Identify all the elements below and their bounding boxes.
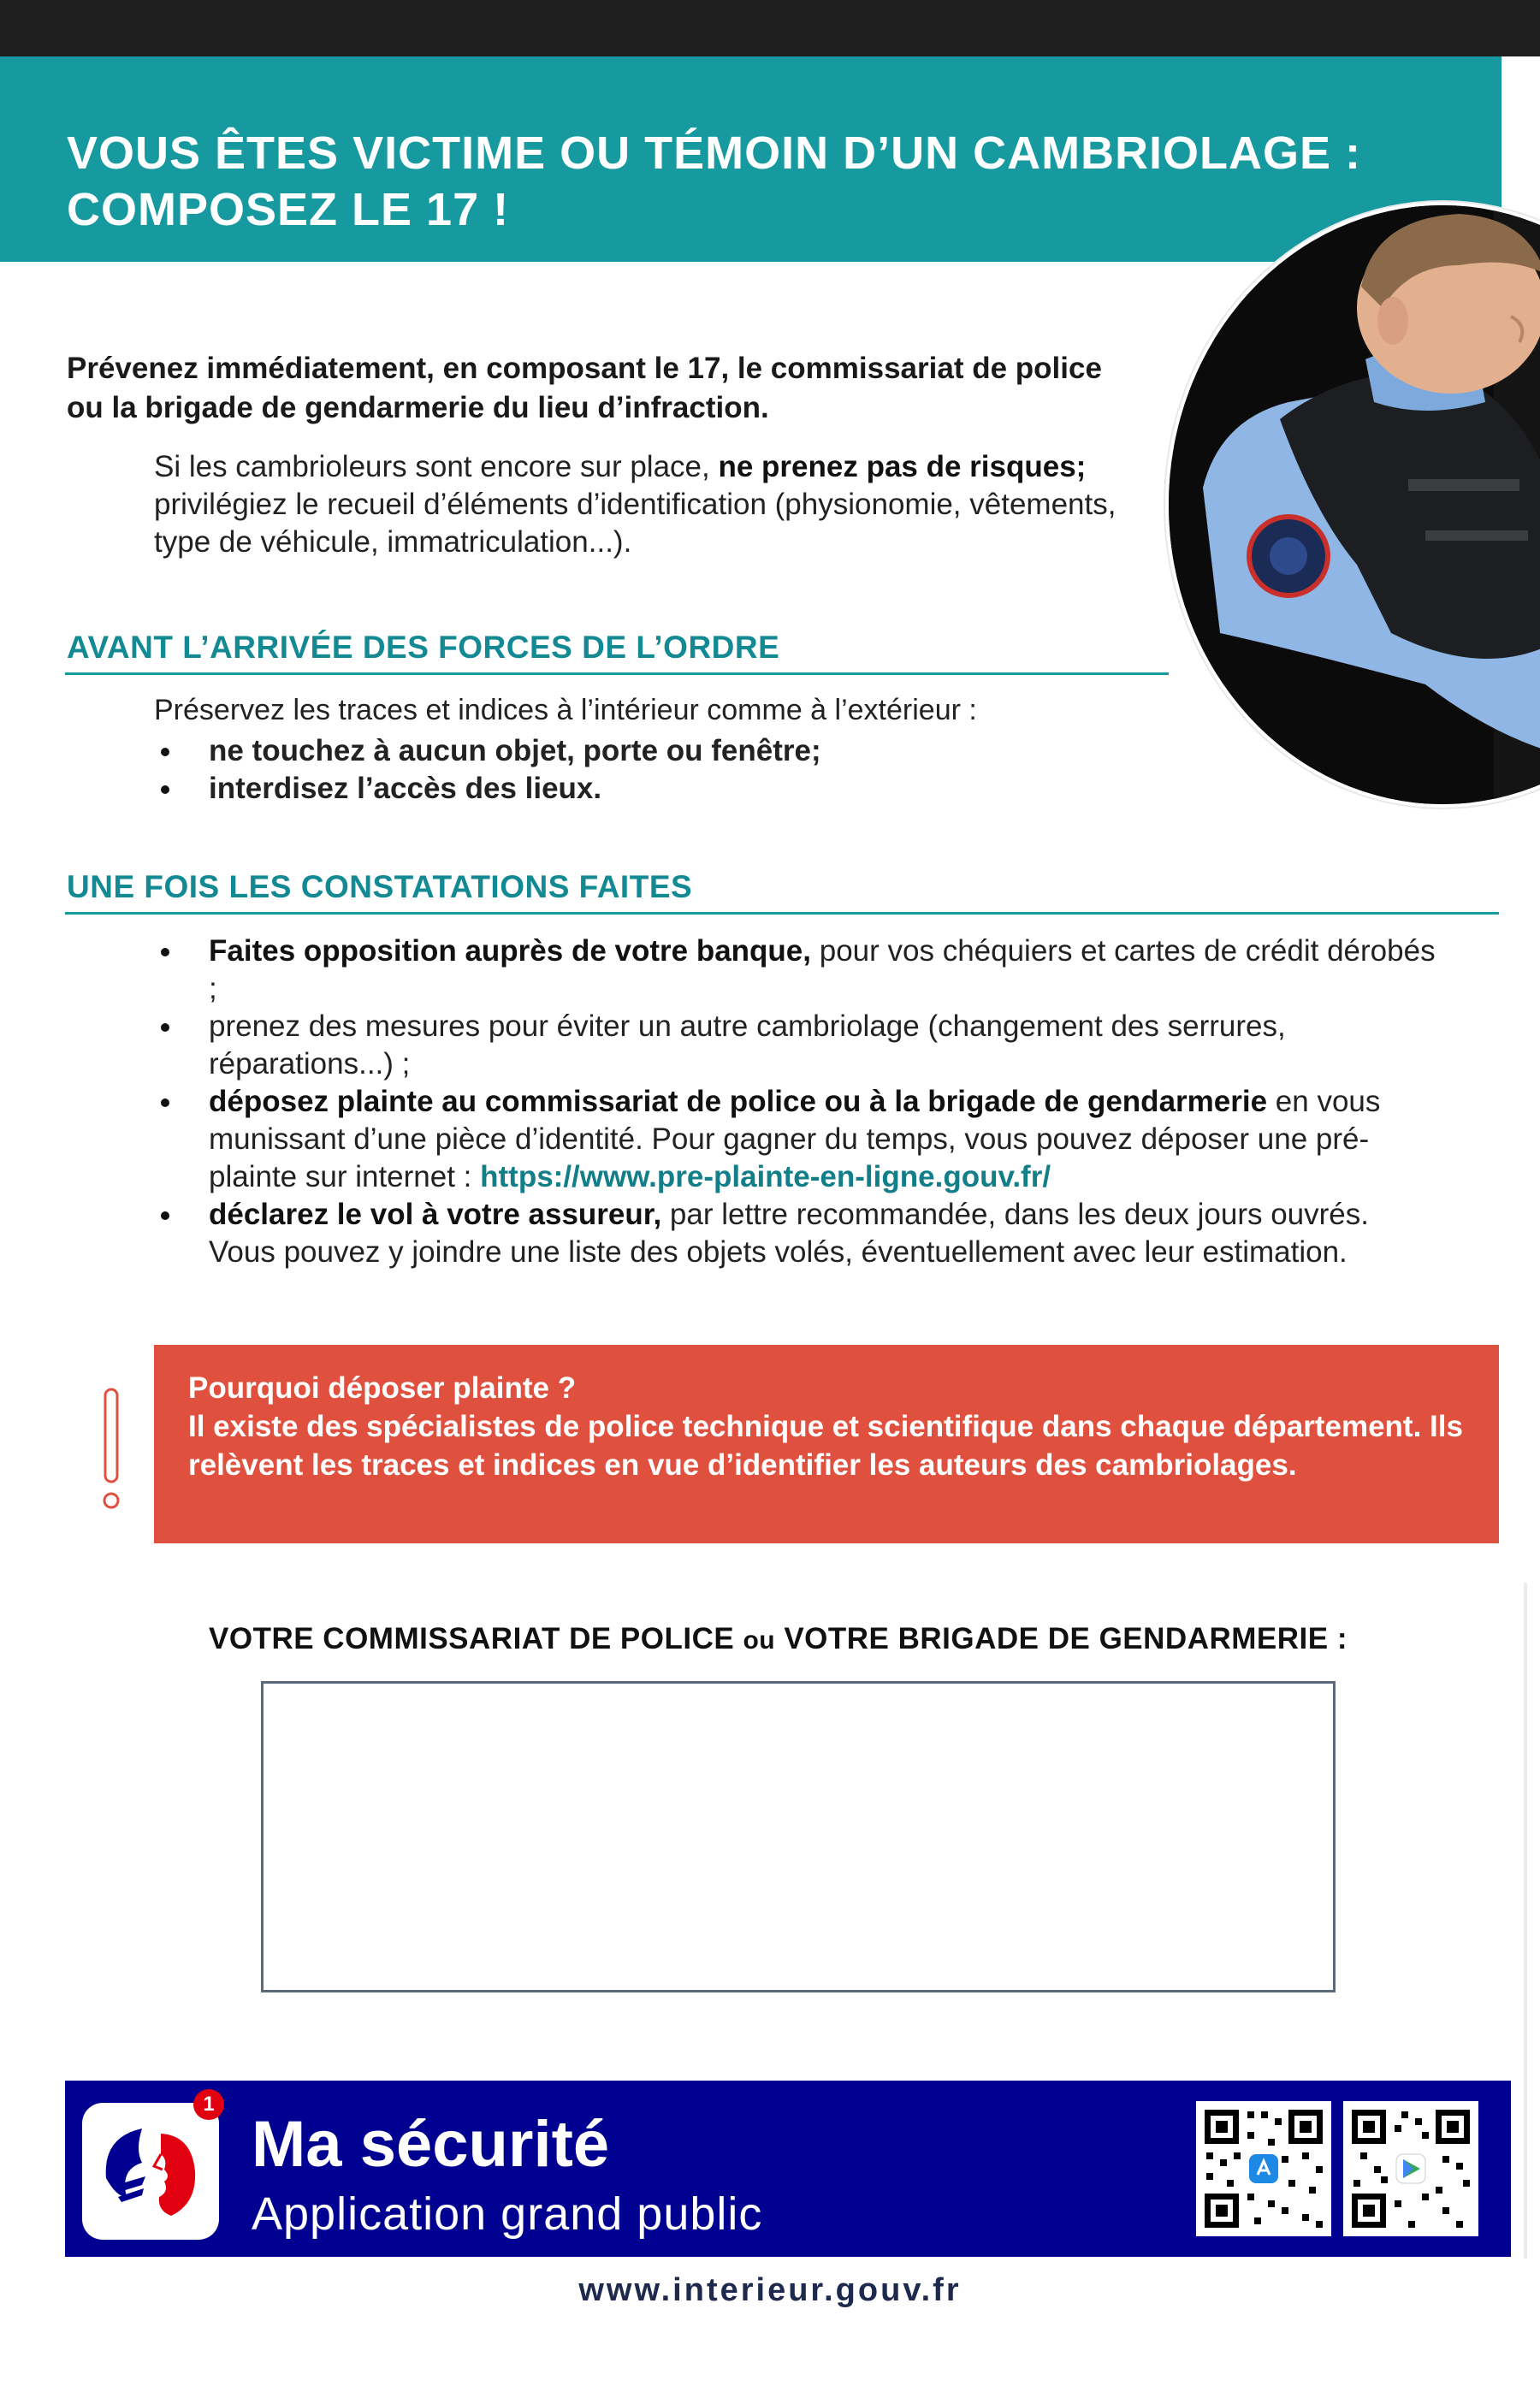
pre-plainte-link[interactable]: https://www.pre-plainte-en-ligne.gouv.fr/ bbox=[480, 1160, 1051, 1193]
section-title-after-findings: UNE FOIS LES CONSTATATIONS FAITES bbox=[67, 869, 693, 904]
app-name: Ma sécurité bbox=[252, 2108, 610, 2181]
header-banner bbox=[0, 56, 1502, 262]
intro-text: Prévenez immédiatement, en composant le 17, le commissariat de police ou la brigade de gendarmerie du lieu d’infraction. bbox=[67, 352, 1102, 424]
item-text: pour vos chéquiers et cartes de crédit dérobés ; bbox=[209, 934, 1436, 1005]
item-bold: déclarez le vol à votre assureur, bbox=[209, 1198, 662, 1231]
list-item: interdisez l’accès des lieux. bbox=[154, 770, 1138, 808]
contact-label-b: VOTRE BRIGADE DE GENDARMERIE : bbox=[775, 1622, 1348, 1655]
advice-paragraph bbox=[154, 448, 1138, 561]
alert-box bbox=[154, 1345, 1499, 1543]
advice-bold: ne prenez pas de risques; bbox=[718, 450, 1087, 483]
app-store-qr-code[interactable] bbox=[1196, 2101, 1331, 2236]
item-text: en vous munissant d’une pièce d’identité. Pour gagner du temps, vous pouvez déposer une pré-plainte sur internet : bbox=[209, 1085, 1381, 1193]
item-text: prenez des mesures pour éviter un autre cambriolage (changement des serrures, réparations...) ; bbox=[209, 1009, 1286, 1081]
list-item bbox=[154, 1008, 1437, 1083]
vertical-credit-text bbox=[1516, 1583, 1535, 2259]
contact-label-or: ou bbox=[743, 1626, 776, 1655]
qr-code-icon bbox=[1196, 2101, 1331, 2236]
section2-list bbox=[154, 933, 1437, 1271]
app-subtitle: Application grand public bbox=[252, 2188, 763, 2240]
contact-box bbox=[261, 1681, 1336, 1992]
section-title-before-arrival: AVANT L’ARRIVÉE DES FORCES DE L’ORDRE bbox=[67, 630, 780, 665]
item-bold: déposez plainte au commissariat de police ou à la brigade de gendarmerie bbox=[209, 1085, 1268, 1118]
list-item bbox=[154, 1196, 1437, 1271]
marianne-icon bbox=[82, 2103, 219, 2240]
contact-label bbox=[209, 1622, 1348, 1656]
title-line-1: VOUS ÊTES VICTIME OU TÉMOIN D’UN CAMBRIOLAGE : bbox=[67, 127, 1362, 179]
app-banner[interactable] bbox=[65, 2081, 1511, 2257]
section1-lead: Préservez les traces et indices à l’intérieur comme à l’extérieur : bbox=[154, 694, 977, 726]
item-text: par lettre recommandée, dans les deux jours ouvrés. Vous pouvez y joindre une liste des objets volés, éventuellement avec leur estimation. bbox=[209, 1198, 1369, 1269]
list-item bbox=[154, 1083, 1437, 1196]
gendarme-illustration bbox=[1169, 205, 1540, 804]
alert-content bbox=[188, 1369, 1480, 1484]
advice-part-2: privilégiez le recueil d’éléments d’identification (physionomie, vêtements, type de véhicule, immatriculation...). bbox=[154, 488, 1116, 559]
photo-credit-strip bbox=[1516, 1583, 1535, 2259]
contact-label-a: VOTRE COMMISSARIAT DE POLICE bbox=[209, 1622, 743, 1655]
page-title bbox=[67, 125, 1436, 238]
qr-code-icon bbox=[1343, 2101, 1478, 2236]
list-item bbox=[154, 933, 1437, 1008]
footer-website-link[interactable]: www.interieur.gouv.fr bbox=[578, 2272, 962, 2308]
top-bar bbox=[0, 0, 1540, 56]
list-item: ne touchez à aucun objet, porte ou fenêtre; bbox=[154, 732, 1138, 770]
alert-title: Pourquoi déposer plainte ? bbox=[188, 1371, 577, 1405]
app-icon[interactable] bbox=[82, 2103, 219, 2240]
alert-body: Il existe des spécialistes de police technique et scientifique dans chaque département. Ils relèvent les traces et indices en vue d’identifier les auteurs des cambriolages. bbox=[188, 1410, 1463, 1482]
exclamation-icon bbox=[94, 1386, 128, 1514]
google-play-qr-code[interactable] bbox=[1343, 2101, 1478, 2236]
notification-badge: 1 bbox=[193, 2089, 224, 2120]
title-line-2: COMPOSEZ LE 17 ! bbox=[67, 184, 510, 235]
section1-list bbox=[154, 732, 1138, 808]
gendarme-photo bbox=[1165, 202, 1540, 808]
section-divider bbox=[65, 672, 1169, 675]
advice-part-1: Si les cambrioleurs sont encore sur place, bbox=[154, 450, 719, 483]
section-divider bbox=[65, 912, 1499, 915]
item-bold: Faites opposition auprès de votre banque, bbox=[209, 934, 811, 968]
